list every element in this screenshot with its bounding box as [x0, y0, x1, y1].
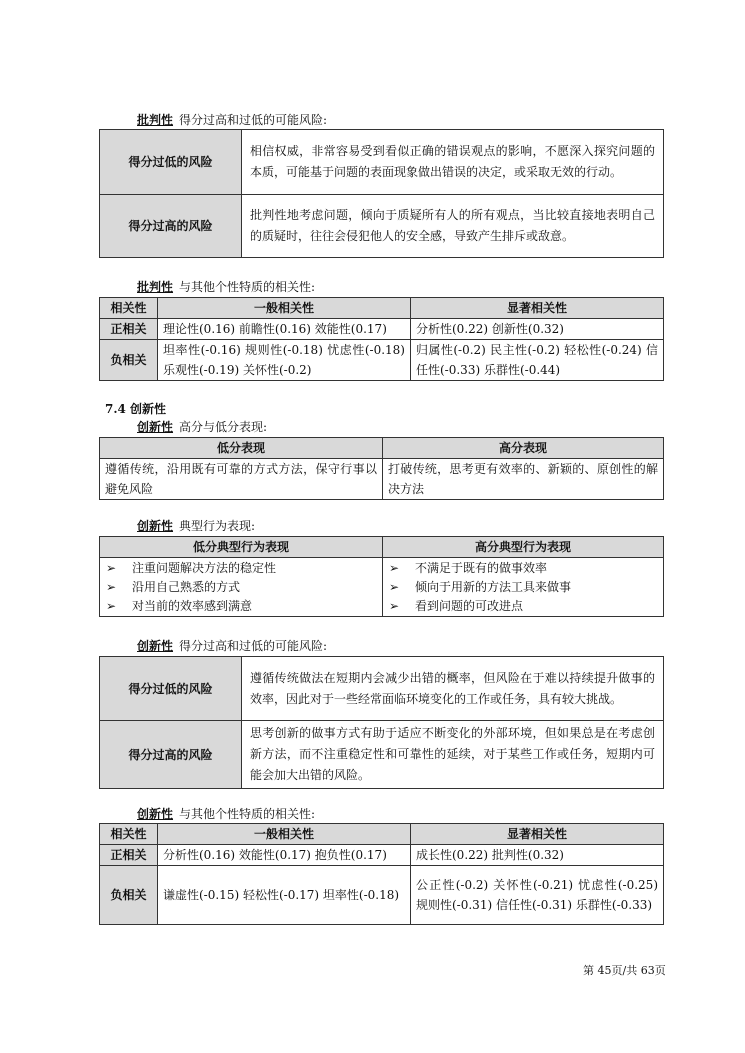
caption-critical-risk: [137, 113, 327, 127]
low-performance-text: 遵循传统，沿用既有可靠的方式方法，保守行事以避免风险: [100, 459, 383, 500]
caption-text: 高分与低分表现:: [179, 420, 268, 434]
arrow-bullet-icon: ➢: [106, 560, 117, 575]
caption-keyword: 创新性: [137, 639, 174, 653]
header-general: 一般相关性: [158, 824, 411, 845]
caption-keyword: 批判性: [137, 280, 174, 294]
header-correlation: 相关性: [100, 298, 158, 319]
high-behavior-list: [383, 558, 664, 617]
positive-general: 分析性(0.16) 效能性(0.17) 抱负性(0.17): [158, 845, 411, 866]
risk-high-text: 批判性地考虑问题，倾向于质疑所有人的所有观点，当比较直接地表明自己的质疑时，往往会侵犯他人的安全感，导致产生排斥或敌意。: [242, 195, 664, 258]
header-high-performance: 高分表现: [383, 438, 664, 459]
risk-high-label: 得分过高的风险: [100, 195, 242, 258]
risk-low-label: 得分过低的风险: [100, 657, 242, 721]
correlation-table-critical: [99, 297, 664, 381]
caption-keyword: 创新性: [137, 807, 174, 821]
positive-significant: 成长性(0.22) 批判性(0.32): [411, 845, 664, 866]
row-negative-label: 负相关: [100, 866, 158, 925]
negative-significant: 归属性(-0.2) 民主性(-0.2) 轻松性(-0.24) 信任性(-0.33) 乐群性(-0.44): [411, 340, 664, 381]
list-item: ➢ 沿用自己熟悉的方式: [104, 578, 378, 597]
caption-innovation-risk: [137, 639, 327, 653]
caption-critical-correlation: [137, 280, 315, 294]
header-general: 一般相关性: [158, 298, 411, 319]
list-item: ➢ 倾向于用新的方法工具来做事: [387, 578, 659, 597]
risk-table-critical: [99, 129, 664, 258]
risk-low-label: 得分过低的风险: [100, 130, 242, 195]
caption-keyword: 创新性: [137, 519, 174, 533]
risk-low-text: 相信权威，非常容易受到看似正确的错误观点的影响，不愿深入探究问题的本质，可能基于问题的表面现象做出错误的决定，或采取无效的行动。: [242, 130, 664, 195]
low-behavior-list: [100, 558, 383, 617]
behavior-table-innovation: [99, 536, 664, 617]
caption-keyword: 创新性: [137, 420, 174, 434]
caption-text: 典型行为表现:: [179, 519, 256, 533]
caption-innovation-behavior: [137, 519, 255, 533]
row-positive-label: 正相关: [100, 845, 158, 866]
risk-high-text: 思考创新的做事方式有助于适应不断变化的外部环境，但如果总是在考虑创新方法，而不注重稳定性和可靠性的延续，对于某些工作或任务，短期内可能会加大出错的风险。: [242, 721, 664, 789]
section-heading: 7.4 创新性: [105, 402, 167, 416]
list-item: ➢ 对当前的效率感到满意: [104, 597, 378, 616]
page-number: 第 45页/共 63页: [583, 964, 666, 977]
correlation-table-innovation: [99, 823, 664, 925]
arrow-bullet-icon: ➢: [106, 579, 117, 594]
header-low-performance: 低分表现: [100, 438, 383, 459]
high-performance-text: 打破传统，思考更有效率的、新颖的、原创性的解决方法: [383, 459, 664, 500]
risk-low-text: 遵循传统做法在短期内会减少出错的概率，但风险在于难以持续提升做事的效率，因此对于一些经常面临环境变化的工作或任务，具有较大挑战。: [242, 657, 664, 721]
arrow-bullet-icon: ➢: [389, 598, 400, 613]
negative-general: 坦率性(-0.16) 规则性(-0.18) 忧虑性(-0.18) 乐观性(-0.19) 关怀性(-0.2): [158, 340, 411, 381]
performance-table-innovation: [99, 437, 664, 500]
header-significant: 显著相关性: [411, 298, 664, 319]
risk-high-label: 得分过高的风险: [100, 721, 242, 789]
header-high-behavior: 高分典型行为表现: [383, 537, 664, 558]
arrow-bullet-icon: ➢: [106, 598, 117, 613]
negative-significant: 公正性(-0.2) 关怀性(-0.21) 忧虑性(-0.25) 规则性(-0.31) 信任性(-0.31) 乐群性(-0.33): [411, 866, 664, 925]
positive-general: 理论性(0.16) 前瞻性(0.16) 效能性(0.17): [158, 319, 411, 340]
caption-innovation-correlation: [137, 807, 315, 821]
positive-significant: 分析性(0.22) 创新性(0.32): [411, 319, 664, 340]
list-item: ➢ 看到问题的可改进点: [387, 597, 659, 616]
row-positive-label: 正相关: [100, 319, 158, 340]
caption-keyword: 批判性: [137, 113, 174, 127]
caption-innovation-performance: [137, 420, 267, 434]
caption-text: 与其他个性特质的相关性:: [179, 807, 316, 821]
header-significant: 显著相关性: [411, 824, 664, 845]
header-correlation: 相关性: [100, 824, 158, 845]
list-item: ➢ 不满足于既有的做事效率: [387, 559, 659, 578]
caption-text: 与其他个性特质的相关性:: [179, 280, 316, 294]
list-item: ➢ 注重问题解决方法的稳定性: [104, 559, 378, 578]
header-low-behavior: 低分典型行为表现: [100, 537, 383, 558]
caption-text: 得分过高和过低的可能风险:: [179, 639, 328, 653]
arrow-bullet-icon: ➢: [389, 560, 400, 575]
arrow-bullet-icon: ➢: [389, 579, 400, 594]
risk-table-innovation: [99, 656, 664, 789]
row-negative-label: 负相关: [100, 340, 158, 381]
negative-general: 谦虚性(-0.15) 轻松性(-0.17) 坦率性(-0.18): [158, 866, 411, 925]
caption-text: 得分过高和过低的可能风险:: [179, 113, 328, 127]
